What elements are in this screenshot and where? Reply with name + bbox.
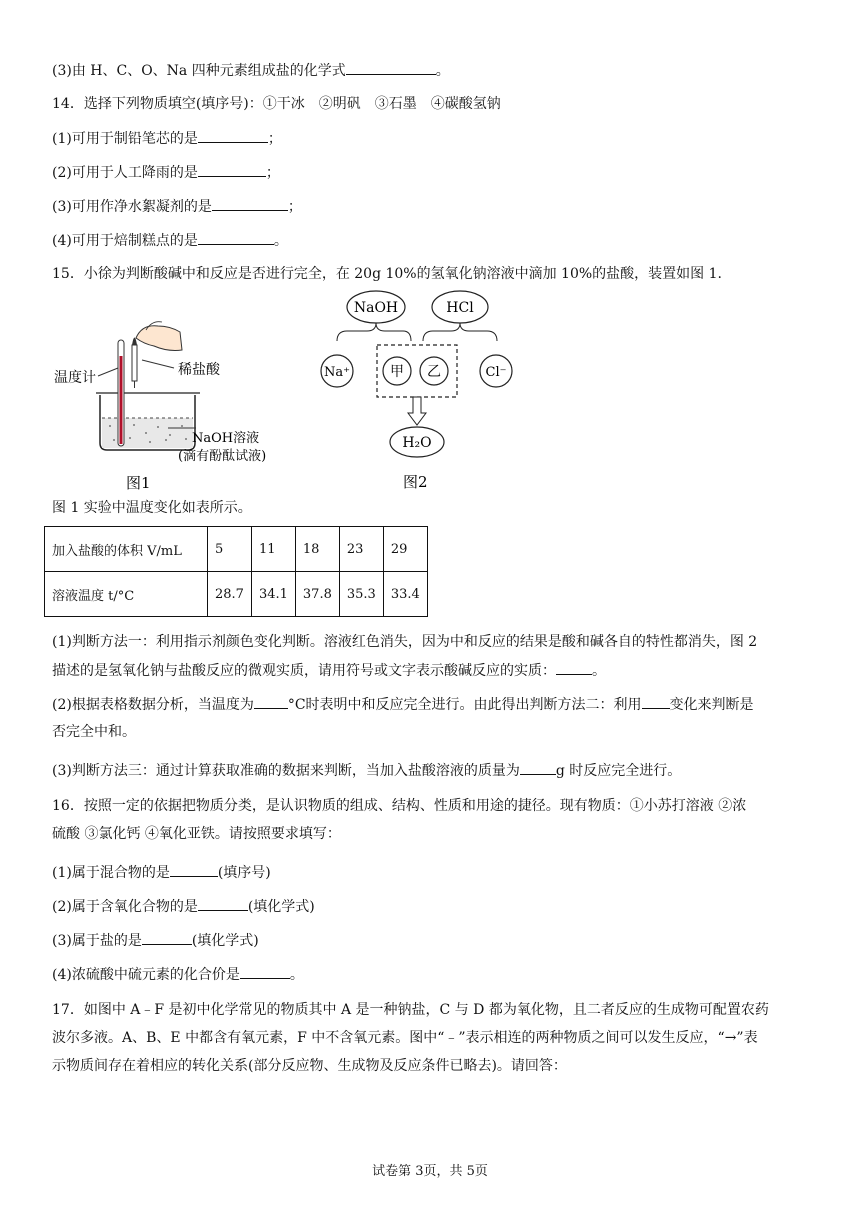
solution-label: NaOH溶液 xyxy=(192,431,260,446)
table-row xyxy=(45,527,428,572)
figure1-caption: 图1 xyxy=(126,474,151,492)
temperature-table xyxy=(44,526,428,617)
answer-blank[interactable] xyxy=(170,862,218,877)
answer-blank[interactable] xyxy=(254,694,288,709)
thermometer-label: 温度计 xyxy=(54,370,96,386)
figure2-diagram xyxy=(315,285,535,495)
answer-blank[interactable] xyxy=(198,230,274,245)
answer-blank[interactable] xyxy=(142,930,192,945)
q14-part3: (3)可用作净水絮凝剂的是 ； xyxy=(52,196,302,217)
q16-part2: (2)属于含氧化合物的是 (填化学式) xyxy=(52,896,315,917)
q16-part3: (3)属于盐的是 (填化学式) xyxy=(52,930,259,951)
table-cell: 5 xyxy=(208,527,252,572)
table-header-cell: 加入盐酸的体积 V/mL xyxy=(45,527,208,572)
answer-blank[interactable] xyxy=(520,760,556,775)
svg-text:H₂O: H₂O xyxy=(402,435,432,451)
answer-blank[interactable] xyxy=(240,964,290,979)
q15-part1-line1: (1)判断方法一：利用指示剂颜色变化判断。溶液红色消失，因为中和反应的结果是酸和碱各自的特性都消失，图 2 xyxy=(52,634,758,650)
q15-stem: 15．小徐为判断酸碱中和反应是否进行完全，在 20g 10%的氢氧化钠溶液中滴加 10%的盐酸，装置如图 1. xyxy=(52,266,722,282)
q14-part2: (2)可用于人工降雨的是 ； xyxy=(52,162,280,183)
q15-part1-line2: 描述的是氢氧化钠与盐酸反应的微观实质，请用符号或文字表示酸碱反应的实质： 。 xyxy=(52,660,606,681)
q17-stem-line1: 17．如图中 A﹣F 是初中化学常见的物质其中 A 是一种钠盐，C 与 D 都为氧化物，且二者反应的生成物可配置农药 xyxy=(52,1002,769,1018)
q14-stem: 14．选择下列物质填空(填序号)：①干冰 ②明矾 ③石墨 ④碳酸氢钠 xyxy=(52,96,501,112)
table-row xyxy=(45,572,428,617)
q17-stem-line2: 波尔多液。A、B、E 中都含有氧元素，F 中不含氧元素。图中“﹣”表示相连的两种物质之间可以发生反应，“→”表 xyxy=(52,1030,758,1046)
beaker-liquid xyxy=(102,418,193,448)
svg-text:NaOH: NaOH xyxy=(353,300,399,316)
table-cell: 33.4 xyxy=(383,572,427,617)
acid-label: 稀盐酸 xyxy=(178,362,220,378)
q16-part4: (4)浓硫酸中硫元素的化合价是 。 xyxy=(52,964,304,985)
table-cell: 18 xyxy=(295,527,339,572)
answer-blank[interactable] xyxy=(346,60,436,75)
svg-text:Na⁺: Na⁺ xyxy=(324,365,350,380)
table-cell: 23 xyxy=(339,527,383,572)
figure2-caption: 图2 xyxy=(403,473,428,491)
figure1-apparatus xyxy=(50,310,310,495)
q16-stem-line1: 16．按照一定的依据把物质分类，是认识物质的组成、结构、性质和用途的捷径。现有物质：①小苏打溶液 ②浓 xyxy=(52,798,747,814)
q14-part4: (4)可用于焙制糕点的是 。 xyxy=(52,230,288,251)
table-cell: 11 xyxy=(251,527,295,572)
table-cell: 29 xyxy=(383,527,427,572)
table-cell: 34.1 xyxy=(251,572,295,617)
table-header-cell: 溶液温度 t/°C xyxy=(45,572,208,617)
table-cell: 35.3 xyxy=(339,572,383,617)
svg-text:Cl⁻: Cl⁻ xyxy=(485,365,507,380)
q13-part3: (3)由 H、C、O、Na 四种元素组成盐的化学式 。 xyxy=(52,60,450,81)
svg-text:甲: 甲 xyxy=(390,364,404,380)
q14-part1: (1)可用于制铅笔芯的是 ； xyxy=(52,128,282,149)
svg-text:HCl: HCl xyxy=(446,300,474,316)
down-arrow-icon xyxy=(408,397,426,425)
hcl-brace xyxy=(423,323,497,341)
q17-stem-line3: 示物质间存在着相应的转化关系(部分反应物、生成物及反应条件已略去)。请回答： xyxy=(52,1058,567,1074)
hand-icon xyxy=(136,326,182,351)
answer-blank[interactable] xyxy=(556,660,592,675)
q15-part3: (3)判断方法三：通过计算获取准确的数据来判断，当加入盐酸溶液的质量为 g 时反应完全进行。 xyxy=(52,760,681,781)
q15-part2-line2: 否完全中和。 xyxy=(52,724,136,740)
svg-text:乙: 乙 xyxy=(427,364,441,380)
table-cell: 28.7 xyxy=(208,572,252,617)
q16-stem-line2: 硫酸 ③氯化钙 ④氧化亚铁。请按照要求填写： xyxy=(52,826,341,842)
naoh-brace xyxy=(337,323,411,341)
page-footer: 试卷第 3页，共 5页 xyxy=(372,1164,488,1179)
dropper xyxy=(132,345,137,381)
q15-part2-line1: (2)根据表格数据分析，当温度为 °C时表明中和反应完全进行。由此得出判断方法二：利用 变化来判断是 xyxy=(52,694,754,715)
table-cell: 37.8 xyxy=(295,572,339,617)
answer-blank[interactable] xyxy=(212,196,288,211)
answer-blank[interactable] xyxy=(198,896,248,911)
solution-note: (滴有酚酞试液) xyxy=(178,449,267,464)
answer-blank[interactable] xyxy=(642,694,670,709)
q16-part1: (1)属于混合物的是 (填序号) xyxy=(52,862,271,883)
answer-blank[interactable] xyxy=(198,162,266,177)
table-intro: 图 1 实验中温度变化如表所示。 xyxy=(52,500,252,516)
answer-blank[interactable] xyxy=(198,128,268,143)
